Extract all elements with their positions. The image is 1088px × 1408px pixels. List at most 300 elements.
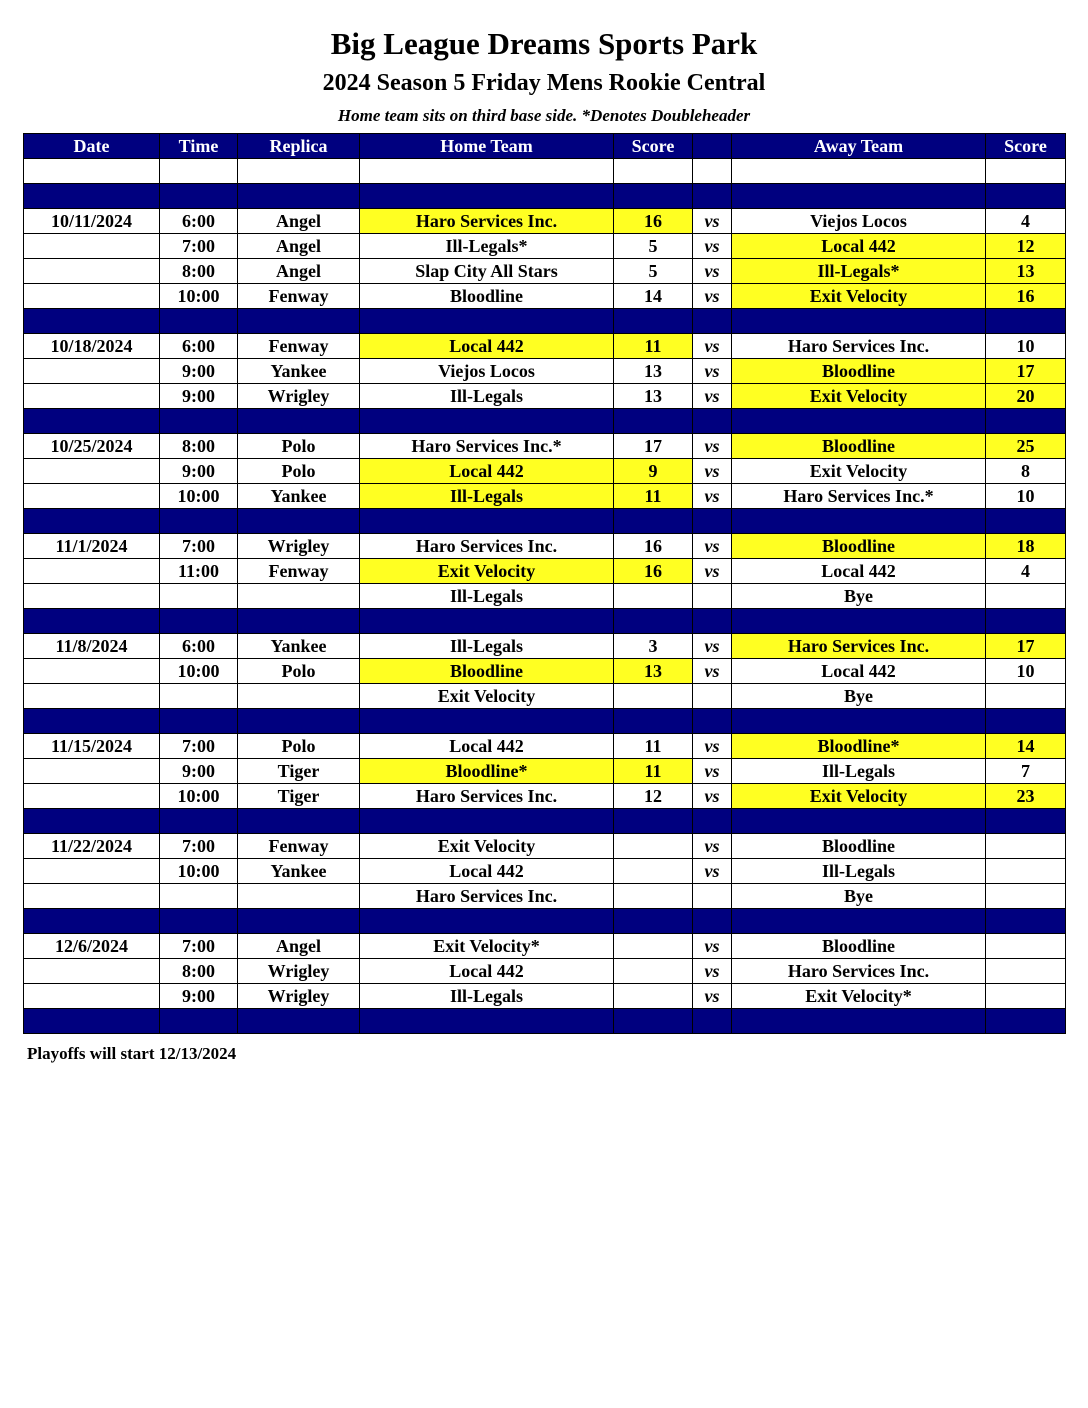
away-team-cell: Ill-Legals <box>732 759 986 784</box>
home-score-cell <box>614 309 693 334</box>
home-score-cell: 11 <box>614 334 693 359</box>
time-cell: 7:00 <box>160 734 238 759</box>
time-cell <box>160 684 238 709</box>
replica-cell: Angel <box>238 234 360 259</box>
time-cell <box>160 309 238 334</box>
time-cell: 6:00 <box>160 334 238 359</box>
away-score-cell <box>986 909 1066 934</box>
home-score-cell: 12 <box>614 784 693 809</box>
replica-cell <box>238 809 360 834</box>
date-cell <box>24 884 160 909</box>
date-cell <box>24 409 160 434</box>
date-cell <box>24 1009 160 1034</box>
vs-cell <box>693 709 732 734</box>
away-team-cell <box>732 509 986 534</box>
away-team-cell <box>732 409 986 434</box>
time-cell: 8:00 <box>160 959 238 984</box>
away-score-cell: 4 <box>986 209 1066 234</box>
date-cell <box>24 384 160 409</box>
away-score-cell <box>986 934 1066 959</box>
vs-cell <box>693 184 732 209</box>
replica-cell: Fenway <box>238 334 360 359</box>
replica-cell: Polo <box>238 659 360 684</box>
vs-cell <box>693 509 732 534</box>
date-cell <box>24 684 160 709</box>
away-score-cell: 4 <box>986 559 1066 584</box>
home-team-cell: Haro Services Inc. <box>360 784 614 809</box>
away-score-cell: 23 <box>986 784 1066 809</box>
away-score-cell: 14 <box>986 734 1066 759</box>
time-cell: 9:00 <box>160 984 238 1009</box>
date-cell <box>24 284 160 309</box>
replica-cell: Fenway <box>238 559 360 584</box>
date-cell <box>24 459 160 484</box>
time-cell <box>160 1009 238 1034</box>
away-team-cell: Bloodline <box>732 359 986 384</box>
schedule-body <box>24 159 1066 1034</box>
time-cell: 9:00 <box>160 759 238 784</box>
home-score-cell: 16 <box>614 209 693 234</box>
away-team-cell: Exit Velocity <box>732 284 986 309</box>
away-team-cell: Haro Services Inc. <box>732 634 986 659</box>
away-score-cell: 8 <box>986 459 1066 484</box>
table-row <box>24 384 1066 409</box>
away-team-cell: Ill-Legals* <box>732 259 986 284</box>
time-cell: 7:00 <box>160 934 238 959</box>
home-score-cell <box>614 159 693 184</box>
away-score-cell <box>986 184 1066 209</box>
time-cell: 10:00 <box>160 859 238 884</box>
home-score-cell <box>614 184 693 209</box>
vs-cell: vs <box>693 859 732 884</box>
away-score-cell <box>986 809 1066 834</box>
replica-cell: Fenway <box>238 284 360 309</box>
home-team-cell <box>360 709 614 734</box>
home-team-cell: Haro Services Inc.* <box>360 434 614 459</box>
home-team-cell: Ill-Legals <box>360 634 614 659</box>
separator-row <box>24 309 1066 334</box>
home-score-cell: 13 <box>614 659 693 684</box>
vs-cell: vs <box>693 959 732 984</box>
home-team-cell: Bloodline* <box>360 759 614 784</box>
time-cell: 9:00 <box>160 459 238 484</box>
away-team-cell <box>732 1009 986 1034</box>
away-score-cell <box>986 984 1066 1009</box>
date-cell <box>24 359 160 384</box>
home-team-cell: Local 442 <box>360 859 614 884</box>
vs-cell: vs <box>693 434 732 459</box>
date-cell: 11/15/2024 <box>24 734 160 759</box>
replica-cell: Yankee <box>238 634 360 659</box>
vs-cell: vs <box>693 484 732 509</box>
replica-cell <box>238 609 360 634</box>
home-team-cell <box>360 909 614 934</box>
time-cell <box>160 184 238 209</box>
date-cell <box>24 309 160 334</box>
home-team-cell <box>360 809 614 834</box>
table-row <box>24 884 1066 909</box>
away-team-cell: Viejos Locos <box>732 209 986 234</box>
away-team-cell: Bloodline <box>732 434 986 459</box>
time-cell <box>160 509 238 534</box>
header-date: Date <box>24 134 160 159</box>
time-cell <box>160 709 238 734</box>
away-score-cell: 10 <box>986 334 1066 359</box>
vs-cell: vs <box>693 984 732 1009</box>
home-team-cell <box>360 609 614 634</box>
away-team-cell: Haro Services Inc. <box>732 334 986 359</box>
table-header-row <box>24 134 1066 159</box>
home-team-cell: Exit Velocity* <box>360 934 614 959</box>
home-score-cell <box>614 934 693 959</box>
separator-row <box>24 184 1066 209</box>
vs-cell: vs <box>693 209 732 234</box>
replica-cell: Fenway <box>238 834 360 859</box>
document-subtitle: 2024 Season 5 Friday Mens Rookie Central <box>322 70 766 96</box>
home-team-cell <box>360 1009 614 1034</box>
away-score-cell <box>986 684 1066 709</box>
date-cell: 10/11/2024 <box>24 209 160 234</box>
date-cell <box>24 234 160 259</box>
home-score-cell <box>614 859 693 884</box>
header-home-score: Score <box>614 134 693 159</box>
away-score-cell <box>986 409 1066 434</box>
replica-cell <box>238 709 360 734</box>
home-score-cell: 9 <box>614 459 693 484</box>
replica-cell <box>238 184 360 209</box>
away-team-cell: Bye <box>732 684 986 709</box>
header-replica: Replica <box>238 134 360 159</box>
replica-cell: Yankee <box>238 484 360 509</box>
home-team-cell: Ill-Legals <box>360 584 614 609</box>
home-team-cell: Local 442 <box>360 459 614 484</box>
away-score-cell: 25 <box>986 434 1066 459</box>
header-home-team: Home Team <box>360 134 614 159</box>
home-team-cell <box>360 159 614 184</box>
vs-cell <box>693 909 732 934</box>
header-away-team: Away Team <box>732 134 986 159</box>
away-score-cell <box>986 884 1066 909</box>
away-score-cell: 7 <box>986 759 1066 784</box>
away-team-cell <box>732 184 986 209</box>
replica-cell <box>238 159 360 184</box>
time-cell: 11:00 <box>160 559 238 584</box>
away-score-cell <box>986 509 1066 534</box>
table-row <box>24 359 1066 384</box>
replica-cell: Tiger <box>238 759 360 784</box>
time-cell <box>160 809 238 834</box>
home-team-cell: Ill-Legals <box>360 484 614 509</box>
date-cell <box>24 484 160 509</box>
home-team-cell: Exit Velocity <box>360 684 614 709</box>
vs-cell <box>693 684 732 709</box>
away-score-cell: 10 <box>986 659 1066 684</box>
vs-cell: vs <box>693 934 732 959</box>
vs-cell: vs <box>693 784 732 809</box>
home-score-cell: 3 <box>614 634 693 659</box>
away-score-cell: 13 <box>986 259 1066 284</box>
vs-cell <box>693 809 732 834</box>
away-score-cell: 12 <box>986 234 1066 259</box>
home-score-cell <box>614 1009 693 1034</box>
date-cell <box>24 984 160 1009</box>
home-team-cell: Exit Velocity <box>360 559 614 584</box>
date-cell <box>24 809 160 834</box>
header-time: Time <box>160 134 238 159</box>
away-score-cell: 17 <box>986 359 1066 384</box>
replica-cell <box>238 509 360 534</box>
home-team-cell: Local 442 <box>360 734 614 759</box>
time-cell: 9:00 <box>160 384 238 409</box>
replica-cell: Angel <box>238 209 360 234</box>
home-team-cell: Bloodline <box>360 284 614 309</box>
table-row <box>24 484 1066 509</box>
away-score-cell <box>986 309 1066 334</box>
home-team-cell: Viejos Locos <box>360 359 614 384</box>
date-cell: 11/22/2024 <box>24 834 160 859</box>
home-score-cell <box>614 909 693 934</box>
time-cell: 8:00 <box>160 434 238 459</box>
away-score-cell <box>986 584 1066 609</box>
replica-cell <box>238 409 360 434</box>
separator-row <box>24 809 1066 834</box>
date-cell <box>24 609 160 634</box>
away-team-cell: Local 442 <box>732 559 986 584</box>
vs-cell: vs <box>693 534 732 559</box>
away-score-cell <box>986 834 1066 859</box>
home-score-cell <box>614 509 693 534</box>
away-team-cell <box>732 609 986 634</box>
away-score-cell <box>986 159 1066 184</box>
table-row <box>24 959 1066 984</box>
date-cell: 10/25/2024 <box>24 434 160 459</box>
home-team-cell <box>360 409 614 434</box>
table-row <box>24 659 1066 684</box>
vs-cell: vs <box>693 334 732 359</box>
home-score-cell <box>614 984 693 1009</box>
vs-cell <box>693 1009 732 1034</box>
away-team-cell <box>732 809 986 834</box>
time-cell: 7:00 <box>160 234 238 259</box>
away-team-cell: Exit Velocity <box>732 384 986 409</box>
home-score-cell <box>614 709 693 734</box>
home-team-cell: Local 442 <box>360 959 614 984</box>
home-team-cell: Haro Services Inc. <box>360 209 614 234</box>
away-team-cell: Bloodline <box>732 934 986 959</box>
vs-cell: vs <box>693 384 732 409</box>
vs-cell <box>693 409 732 434</box>
home-team-cell: Haro Services Inc. <box>360 534 614 559</box>
home-team-cell: Ill-Legals <box>360 384 614 409</box>
vs-cell: vs <box>693 834 732 859</box>
replica-cell <box>238 884 360 909</box>
vs-cell: vs <box>693 234 732 259</box>
time-cell: 7:00 <box>160 834 238 859</box>
table-row <box>24 209 1066 234</box>
away-score-cell: 18 <box>986 534 1066 559</box>
away-score-cell: 17 <box>986 634 1066 659</box>
home-score-cell: 5 <box>614 259 693 284</box>
date-cell <box>24 184 160 209</box>
away-team-cell: Local 442 <box>732 659 986 684</box>
separator-row <box>24 709 1066 734</box>
home-score-cell: 5 <box>614 234 693 259</box>
separator-row <box>24 609 1066 634</box>
date-cell <box>24 709 160 734</box>
vs-cell: vs <box>693 359 732 384</box>
date-cell <box>24 659 160 684</box>
home-team-cell <box>360 184 614 209</box>
home-team-cell: Local 442 <box>360 334 614 359</box>
home-score-cell <box>614 584 693 609</box>
home-score-cell: 14 <box>614 284 693 309</box>
table-row <box>24 284 1066 309</box>
replica-cell: Yankee <box>238 859 360 884</box>
table-row <box>24 759 1066 784</box>
date-cell: 12/6/2024 <box>24 934 160 959</box>
date-cell <box>24 259 160 284</box>
header-away-score: Score <box>986 134 1066 159</box>
home-team-cell: Ill-Legals* <box>360 234 614 259</box>
replica-cell <box>238 309 360 334</box>
schedule-table <box>23 133 1066 1034</box>
table-row <box>24 684 1066 709</box>
table-row <box>24 434 1066 459</box>
table-row <box>24 534 1066 559</box>
home-score-cell: 11 <box>614 759 693 784</box>
away-team-cell: Exit Velocity <box>732 784 986 809</box>
replica-cell: Polo <box>238 734 360 759</box>
vs-cell: vs <box>693 759 732 784</box>
time-cell <box>160 159 238 184</box>
header-vs <box>693 134 732 159</box>
away-team-cell: Bye <box>732 884 986 909</box>
table-row <box>24 334 1066 359</box>
document-note: Home team sits on third base side. *Denotes Doubleheader <box>337 106 751 125</box>
away-team-cell: Exit Velocity* <box>732 984 986 1009</box>
home-score-cell <box>614 684 693 709</box>
home-score-cell: 16 <box>614 559 693 584</box>
home-team-cell: Ill-Legals <box>360 984 614 1009</box>
vs-cell <box>693 159 732 184</box>
away-team-cell: Bloodline <box>732 834 986 859</box>
separator-row <box>24 909 1066 934</box>
vs-cell <box>693 309 732 334</box>
table-row <box>24 734 1066 759</box>
home-score-cell <box>614 884 693 909</box>
vs-cell <box>693 884 732 909</box>
replica-cell: Wrigley <box>238 384 360 409</box>
vs-cell: vs <box>693 559 732 584</box>
replica-cell <box>238 909 360 934</box>
home-score-cell <box>614 834 693 859</box>
date-cell: 10/18/2024 <box>24 334 160 359</box>
away-score-cell <box>986 709 1066 734</box>
home-team-cell: Slap City All Stars <box>360 259 614 284</box>
date-cell <box>24 759 160 784</box>
replica-cell: Wrigley <box>238 984 360 1009</box>
away-team-cell: Bloodline* <box>732 734 986 759</box>
time-cell: 7:00 <box>160 534 238 559</box>
table-row <box>24 259 1066 284</box>
replica-cell: Polo <box>238 434 360 459</box>
away-score-cell <box>986 859 1066 884</box>
away-team-cell <box>732 909 986 934</box>
date-cell <box>24 784 160 809</box>
time-cell <box>160 884 238 909</box>
time-cell <box>160 909 238 934</box>
table-row <box>24 859 1066 884</box>
vs-cell: vs <box>693 459 732 484</box>
away-score-cell: 16 <box>986 284 1066 309</box>
home-team-cell <box>360 509 614 534</box>
away-score-cell: 10 <box>986 484 1066 509</box>
vs-cell <box>693 609 732 634</box>
replica-cell <box>238 684 360 709</box>
home-team-cell <box>360 309 614 334</box>
time-cell: 9:00 <box>160 359 238 384</box>
replica-cell: Wrigley <box>238 534 360 559</box>
away-score-cell <box>986 1009 1066 1034</box>
home-score-cell <box>614 409 693 434</box>
away-team-cell: Exit Velocity <box>732 459 986 484</box>
home-score-cell <box>614 609 693 634</box>
time-cell: 10:00 <box>160 284 238 309</box>
date-cell: 11/1/2024 <box>24 534 160 559</box>
table-row <box>24 584 1066 609</box>
away-team-cell: Haro Services Inc.* <box>732 484 986 509</box>
date-cell <box>24 859 160 884</box>
away-score-cell: 20 <box>986 384 1066 409</box>
home-score-cell: 16 <box>614 534 693 559</box>
away-team-cell: Local 442 <box>732 234 986 259</box>
table-row <box>24 784 1066 809</box>
vs-cell: vs <box>693 659 732 684</box>
date-cell <box>24 559 160 584</box>
table-row <box>24 634 1066 659</box>
vs-cell <box>693 584 732 609</box>
time-cell: 8:00 <box>160 259 238 284</box>
time-cell: 6:00 <box>160 209 238 234</box>
date-cell <box>24 159 160 184</box>
away-score-cell <box>986 959 1066 984</box>
separator-row <box>24 409 1066 434</box>
home-team-cell: Bloodline <box>360 659 614 684</box>
replica-cell <box>238 1009 360 1034</box>
replica-cell <box>238 584 360 609</box>
table-row <box>24 559 1066 584</box>
replica-cell: Wrigley <box>238 959 360 984</box>
playoffs-note: Playoffs will start 12/13/2024 <box>27 1044 237 1063</box>
replica-cell: Angel <box>238 259 360 284</box>
time-cell: 10:00 <box>160 784 238 809</box>
home-score-cell: 11 <box>614 484 693 509</box>
time-cell <box>160 409 238 434</box>
table-row <box>24 834 1066 859</box>
home-score-cell <box>614 959 693 984</box>
vs-cell: vs <box>693 634 732 659</box>
away-team-cell: Bloodline <box>732 534 986 559</box>
vs-cell: vs <box>693 284 732 309</box>
separator-row <box>24 509 1066 534</box>
separator-row <box>24 1009 1066 1034</box>
away-team-cell: Bye <box>732 584 986 609</box>
replica-cell: Tiger <box>238 784 360 809</box>
home-score-cell: 13 <box>614 359 693 384</box>
table-row <box>24 234 1066 259</box>
home-score-cell: 17 <box>614 434 693 459</box>
time-cell: 10:00 <box>160 659 238 684</box>
